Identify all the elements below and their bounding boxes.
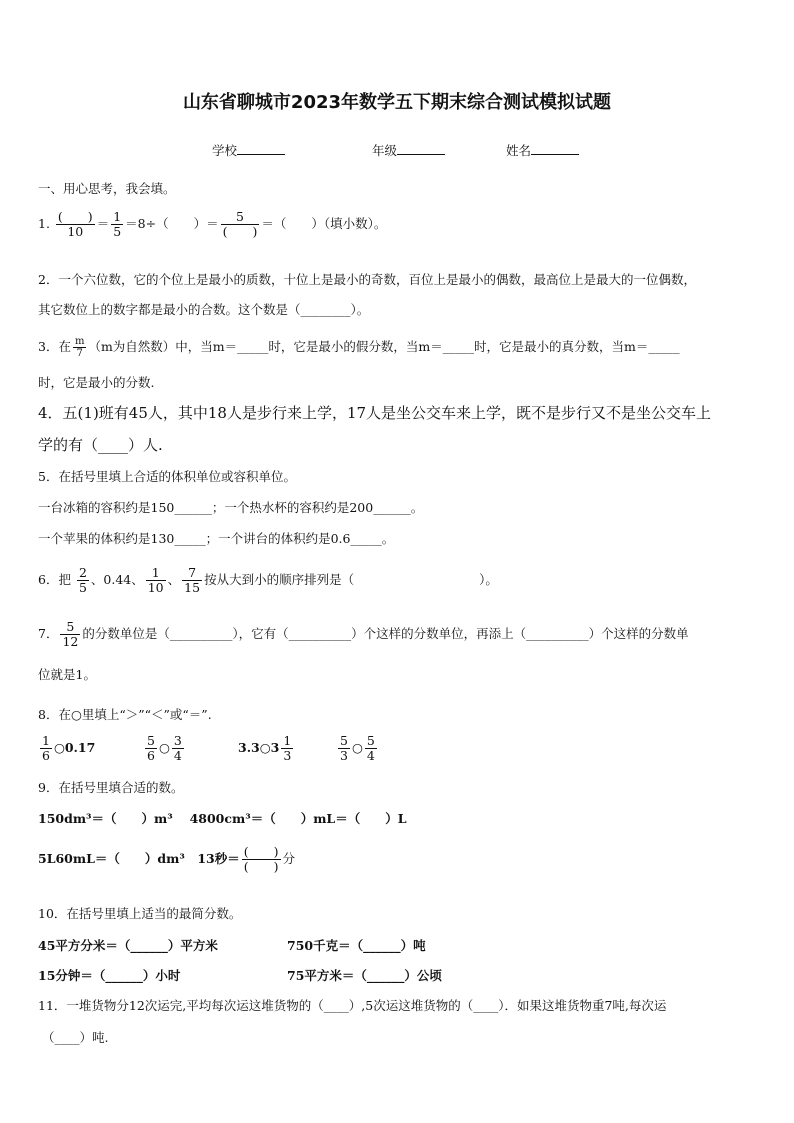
question-11-line-2: （____）吨. xyxy=(42,1030,109,1045)
q8-item-a: $\frac{1}{6}$ ○0.17 xyxy=(42,733,96,763)
q9-fraction: $\frac{( )}{( )}$ xyxy=(243,844,279,874)
question-8-heading: 8．在○里填上“＞”“＜”或“＝”. xyxy=(38,707,212,722)
name-blank[interactable] xyxy=(531,142,579,155)
question-5-line-2: 一个苹果的体积约是130_____；一个讲台的体积约是0.6_____。 xyxy=(38,531,395,546)
q8-item-c: 3.3○3 $\frac{1}{3}$ xyxy=(238,733,292,763)
question-4-line-1: 4．五(1)班有45人，其中18人是步行来上学，17人是坐公交车来上学，既不是步行又不是坐公交车上 xyxy=(38,404,712,422)
q1-fraction-1: $\frac{( )}{10}$ xyxy=(57,209,93,239)
name-field xyxy=(506,141,579,159)
question-2-line-2: 其它数位上的数字都是最小的合数。这个数是（________）。 xyxy=(38,302,370,317)
school-field xyxy=(212,141,285,159)
name-label: 姓名 xyxy=(506,143,532,158)
question-7-line-1: 7． $\frac{5}{12}$ 的分数单位是（__________），它有（__________）个这样的分数单位，再添上（__________）个这样的分数单 xyxy=(38,619,689,649)
question-9-line-2: 5L60mL＝（ ）dm³ 13秒＝ $\frac{( )}{( )}$ 分 xyxy=(38,844,296,874)
question-1: 1. $\frac{( )}{10}$ ＝ $\frac{1}{5}$ ＝8÷（ ）＝ $\frac{5}{( )}$ ＝（ ）（填小数）。 xyxy=(38,209,387,239)
page-title: 山东省聊城市2023年数学五下期末综合测试模拟试题 xyxy=(182,92,612,113)
q7-fraction: $\frac{5}{12}$ xyxy=(62,619,79,649)
q6-fraction-2: $\frac{1}{10}$ xyxy=(147,565,164,595)
grade-label: 年级 xyxy=(372,143,398,158)
question-4-line-2: 学的有（____）人. xyxy=(38,436,163,454)
question-10-heading: 10．在括号里填上适当的最简分数。 xyxy=(38,906,242,921)
section-heading: 一、用心思考，我会填。 xyxy=(38,181,176,196)
question-7-line-2: 位就是1。 xyxy=(38,667,96,682)
q3-fraction: $\frac{m}{7}$ xyxy=(74,336,85,359)
question-2-line-1: 2．一个六位数，它的个位上是最小的质数，十位上是最小的奇数，百位上是最小的偶数，最高位上是最大的一位偶数， xyxy=(38,272,696,287)
school-blank[interactable] xyxy=(237,142,285,155)
school-label: 学校 xyxy=(212,143,238,158)
q6-fraction-3: $\frac{7}{15}$ xyxy=(184,565,201,595)
question-11-line-1: 11．一堆货物分12次运完,平均每次运这堆货物的（____）,5次运这堆货物的（____）．如果这堆货物重7吨,每次运 xyxy=(38,998,667,1013)
q10-item-b: 750千克＝（______）吨 xyxy=(287,938,426,953)
question-5-heading: 5．在括号里填上合适的体积单位或容积单位。 xyxy=(38,469,296,484)
question-3-line-2: 时，它是最小的分数. xyxy=(38,375,155,390)
q10-item-a: 45平方分米＝（______）平方米 xyxy=(38,938,218,953)
q1-fraction-3: $\frac{5}{( )}$ xyxy=(222,209,258,239)
grade-field xyxy=(372,141,445,159)
question-3-line-1: 3．在 $\frac{m}{7}$ （m为自然数）中，当m＝_____时，它是最小的假分数，当m＝_____时，它是最小的真分数，当m＝_____ xyxy=(38,336,680,359)
question-9-heading: 9．在括号里填合适的数。 xyxy=(38,780,184,795)
question-6: 6．把 $\frac{2}{5}$ 、0.44、 $\frac{1}{10}$ 、 $\frac{7}{15}$ 按从大到小的顺序排列是（ ）。 xyxy=(38,565,498,595)
q8-item-d: $\frac{5}{3}$ ○ $\frac{5}{4}$ xyxy=(340,733,375,763)
question-5-line-1: 一台冰箱的容积约是150______；一个热水杯的容积约是200______。 xyxy=(38,500,424,515)
q10-item-c: 15分钟＝（______）小时 xyxy=(38,968,181,983)
q6-fraction-1: $\frac{2}{5}$ xyxy=(78,565,87,595)
q10-item-d: 75平方米＝（______）公顷 xyxy=(287,968,442,983)
grade-blank[interactable] xyxy=(397,142,445,155)
q1-fraction-2: $\frac{1}{5}$ xyxy=(113,209,122,239)
q1-number: 1. xyxy=(38,215,50,231)
q8-item-b: $\frac{5}{6}$ ○ $\frac{3}{4}$ xyxy=(147,733,182,763)
question-9-line-1: 150dm³＝（ ）m³ 4800cm³＝（ ）mL＝（ ）L xyxy=(38,811,407,826)
